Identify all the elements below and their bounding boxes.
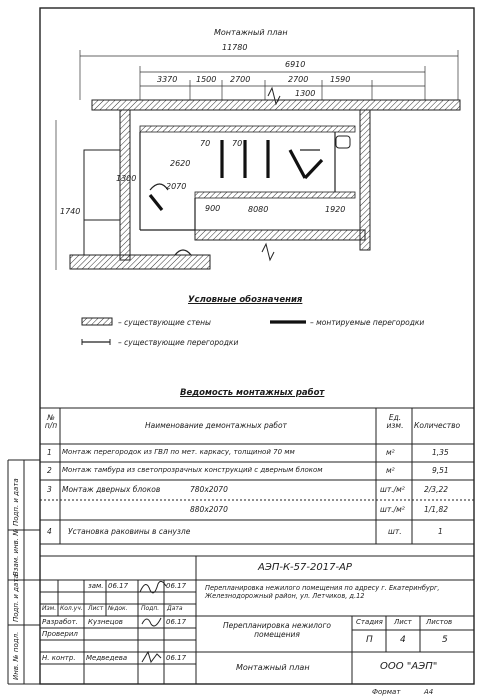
rev-row-izm: зам. [88,582,104,590]
object-name: Перепланировка нежилого помещения [222,621,332,639]
dim-d8: 70 [232,139,243,148]
legend-mounted-partitions: – монтируемые перегородки [310,318,425,327]
person-role-2: Проверил [42,630,78,638]
title-block-description: Перепланировка нежилого помещения по адресу г. Екатеринбург, Железнодорожный район, ул. Летчиков, д.12 [205,584,440,601]
dim-d15: 1920 [325,205,346,214]
works-row-3b-size: 880x2070 [190,505,228,514]
stamp-podp-data-1: Подп. и дата [12,574,20,622]
sheet-label: Лист [394,618,412,626]
format-label: Формат [372,688,401,696]
dim-d2: 1500 [196,75,217,84]
col-izm: Изм. [42,605,57,612]
sheets-label: Листов [426,618,453,626]
works-header-unit: Ед. изм. [386,413,404,430]
person-date-1: 06.17 [166,618,187,626]
person-date-4: 06.17 [166,654,187,662]
col-data: Дата [167,605,183,612]
stage-value: П [366,635,373,645]
works-row-3-size: 780x2070 [190,485,228,494]
dim-d1: 3370 [157,75,178,84]
dim-d13: 900 [205,204,221,213]
dim-d5: 1590 [330,75,351,84]
works-row-1-name: Монтаж перегородок из ГВЛ по мет. каркасу, толщиной 70 мм [62,448,295,456]
format-value: А4 [424,688,434,696]
plan-title: Монтажный план [214,28,288,37]
person-name-1: Кузнецов [88,618,123,626]
works-row-1-num: 1 [47,448,52,457]
works-row-1-unit: м² [386,448,395,457]
works-row-2-num: 2 [47,466,52,475]
person-role-1: Разработ. [42,618,78,626]
works-row-2-name: Монтаж тамбура из светопрозрачных конструкций с дверным блоком [62,466,323,474]
col-kol: Кол.уч. [60,605,83,612]
stage-label: Стадия [356,618,383,626]
works-row-3b-qty: 1/1,82 [424,505,448,514]
works-row-4-unit: шт. [388,527,402,536]
works-row-3-qty: 2/3,22 [424,485,448,494]
stamp-podp-data-2: Подп. и дата [12,478,20,526]
signature-1 [138,578,168,598]
dim-d4: 2700 [288,75,309,84]
rev-row-date: 06.17 [108,582,129,590]
dim-d7: 70 [200,139,211,148]
drawing-name: Монтажный план [236,663,310,672]
signature-3 [140,650,164,664]
title-block-code: АЭП-К-57-2017-АР [258,562,352,573]
works-row-4-num: 4 [47,527,52,536]
rev-row-date-2: 06.17 [166,582,187,590]
works-row-3b-unit: шт./м² [380,505,405,514]
dim-d11: 1300 [116,174,137,183]
stamp-inv-no-podl: Инв. № подл. [12,631,20,680]
legend-title: Условные обозначения [188,295,303,305]
works-row-2-qty: 9,51 [432,466,449,475]
dim-d3: 2700 [230,75,251,84]
person-role-4: Н. контр. [42,654,76,662]
col-list: Лист [88,605,104,612]
works-title: Ведомость монтажных работ [180,388,325,398]
dim-d9: 2620 [170,159,191,168]
sheet-value: 4 [400,635,406,645]
person-name-4: Медведева [86,654,128,662]
stamp-vzam-inv: Взам. инв. № [12,528,20,576]
dim-d10: 2070 [166,182,187,191]
signature-2 [140,614,164,628]
works-header-qty: Количество [414,421,461,430]
works-row-1-qty: 1,35 [432,448,449,457]
works-header-name: Наименование демонтажных работ [145,421,287,430]
dim-d12: 1740 [60,207,81,216]
dim-d14: 8080 [248,205,269,214]
works-row-3-name: Монтаж дверных блоков [62,485,161,494]
col-podp: Подп. [141,605,160,612]
dim-subtotal: 6910 [285,60,306,69]
dim-overall: 11780 [222,43,248,52]
company-name: ООО "АЭП" [380,661,438,672]
works-row-4-name: Установка раковины в санузле [68,527,191,536]
works-row-3-num: 3 [47,485,52,494]
dim-d6: 1300 [295,89,316,98]
works-row-2-unit: м² [386,466,395,475]
sheets-value: 5 [442,635,448,645]
works-row-4-qty: 1 [438,527,443,536]
works-header-num: № п/п [44,413,58,430]
legend-existing-walls: – существующие стены [118,318,211,327]
works-row-3-unit: шт./м² [380,485,405,494]
legend-existing-partitions: – существующие перегородки [118,338,239,347]
col-ndok: №док. [108,605,128,612]
